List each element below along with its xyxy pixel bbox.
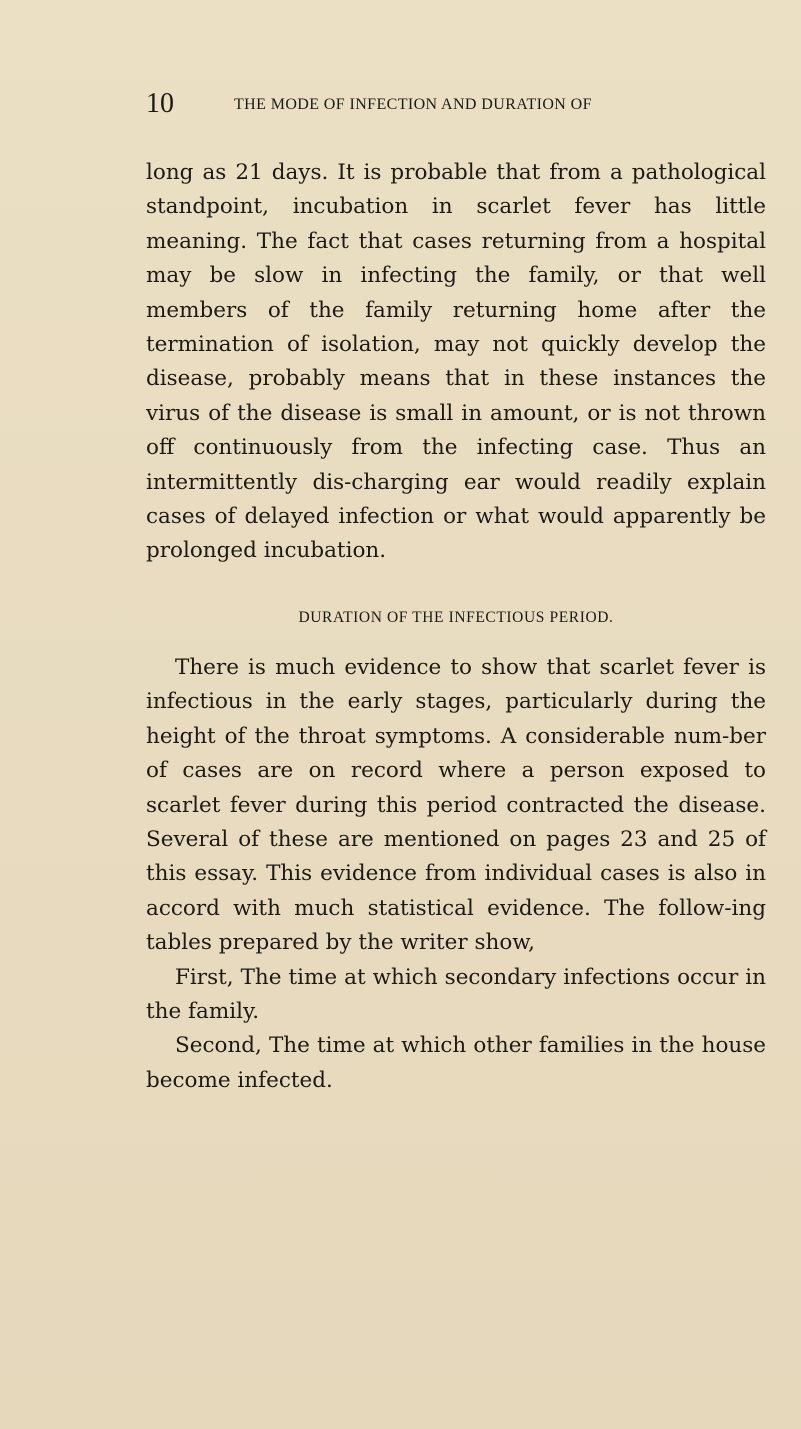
page-number: 10 <box>146 88 174 119</box>
body-text <box>146 156 766 1098</box>
page-header <box>146 88 766 124</box>
paragraph-continuation: long as 21 days. It is probable that from a pathological standpoint, incubation in scarlet fever has little meaning. The fact that cases returning from a hospital may be slow in infecting the family, or that well members of the family returning home after the termination of isolation, may not quickly develop the disease, probably means that in these instances the virus of the disease is small in amount, or is not thrown off continuously from the infecting case. Thus an intermittently dis-charging ear would readily explain cases of delayed infection or what would apparently be prolonged incubation. <box>146 160 766 564</box>
paragraph-second-point: Second, The time at which other families in the house become infected. <box>146 1033 766 1093</box>
paragraph-first-point: First, The time at which secondary infections occur in the family. <box>146 964 766 1024</box>
section-heading: DURATION OF THE INFECTIOUS PERIOD. <box>298 608 614 626</box>
paragraph-infectious-evidence: There is much evidence to show that scarlet fever is infectious in the early stages, particularly during the height of the throat symptoms. A considerable num-ber of cases are on record where a person exposed to scarlet fever during this period contracted the disease. Several of these are mentioned on pages 23 and 25 of this essay. This evidence from individual cases is also in accord with much statistical evidence. The follow-ing tables prepared by the writer show, <box>146 654 766 956</box>
running-head: THE MODE OF INFECTION AND DURATION OF <box>234 96 592 113</box>
